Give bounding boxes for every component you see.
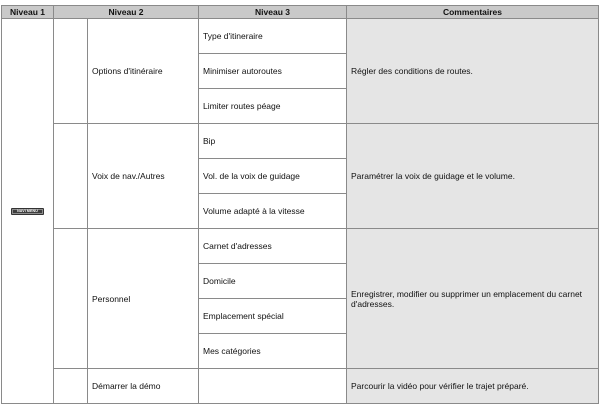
header-level-3: Niveau 3 bbox=[199, 6, 347, 19]
comment-cell: Régler des conditions de routes. bbox=[347, 19, 599, 124]
level-3-cell: Limiter routes péage bbox=[199, 89, 347, 124]
comment-cell: Enregistrer, modifier ou supprimer un emplacement du carnet d'adresses. bbox=[347, 229, 599, 369]
level-3-cell: Bip bbox=[199, 124, 347, 159]
level-3-cell: Type d'itineraire bbox=[199, 19, 347, 54]
level-3-cell: Mes catégories bbox=[199, 334, 347, 369]
indent-cell bbox=[54, 19, 88, 124]
comment-cell: Paramétrer la voix de guidage et le volume. bbox=[347, 124, 599, 229]
header-comments: Commentaires bbox=[347, 6, 599, 19]
level-2-cell: Options d'itinéraire bbox=[88, 19, 199, 124]
table-row bbox=[2, 229, 599, 264]
level-3-cell bbox=[199, 369, 347, 404]
navi-menu-table bbox=[1, 5, 599, 404]
level-2-cell: Démarrer la démo bbox=[88, 369, 199, 404]
level-3-cell: Vol. de la voix de guidage bbox=[199, 159, 347, 194]
level-2-cell: Voix de nav./Autres bbox=[88, 124, 199, 229]
level-3-cell: Emplacement spécial bbox=[199, 299, 347, 334]
menu-table-container bbox=[1, 5, 598, 405]
level-2-cell: Personnel bbox=[88, 229, 199, 369]
indent-cell bbox=[54, 124, 88, 229]
header-level-2: Niveau 2 bbox=[54, 6, 199, 19]
header-row bbox=[2, 6, 599, 19]
level-3-cell: Volume adapté à la vitesse bbox=[199, 194, 347, 229]
level-1-cell bbox=[2, 19, 54, 404]
level-3-cell: Minimiser autoroutes bbox=[199, 54, 347, 89]
indent-cell bbox=[54, 229, 88, 369]
header-level-1: Niveau 1 bbox=[2, 6, 54, 19]
level-3-cell: Domicile bbox=[199, 264, 347, 299]
navi-menu-button-icon: NAVI MENU bbox=[11, 208, 44, 215]
level-3-cell: Carnet d'adresses bbox=[199, 229, 347, 264]
indent-cell bbox=[54, 369, 88, 404]
comment-cell: Parcourir la vidéo pour vérifier le trajet préparé. bbox=[347, 369, 599, 404]
table-row bbox=[2, 369, 599, 404]
table-row bbox=[2, 19, 599, 54]
table-row bbox=[2, 124, 599, 159]
